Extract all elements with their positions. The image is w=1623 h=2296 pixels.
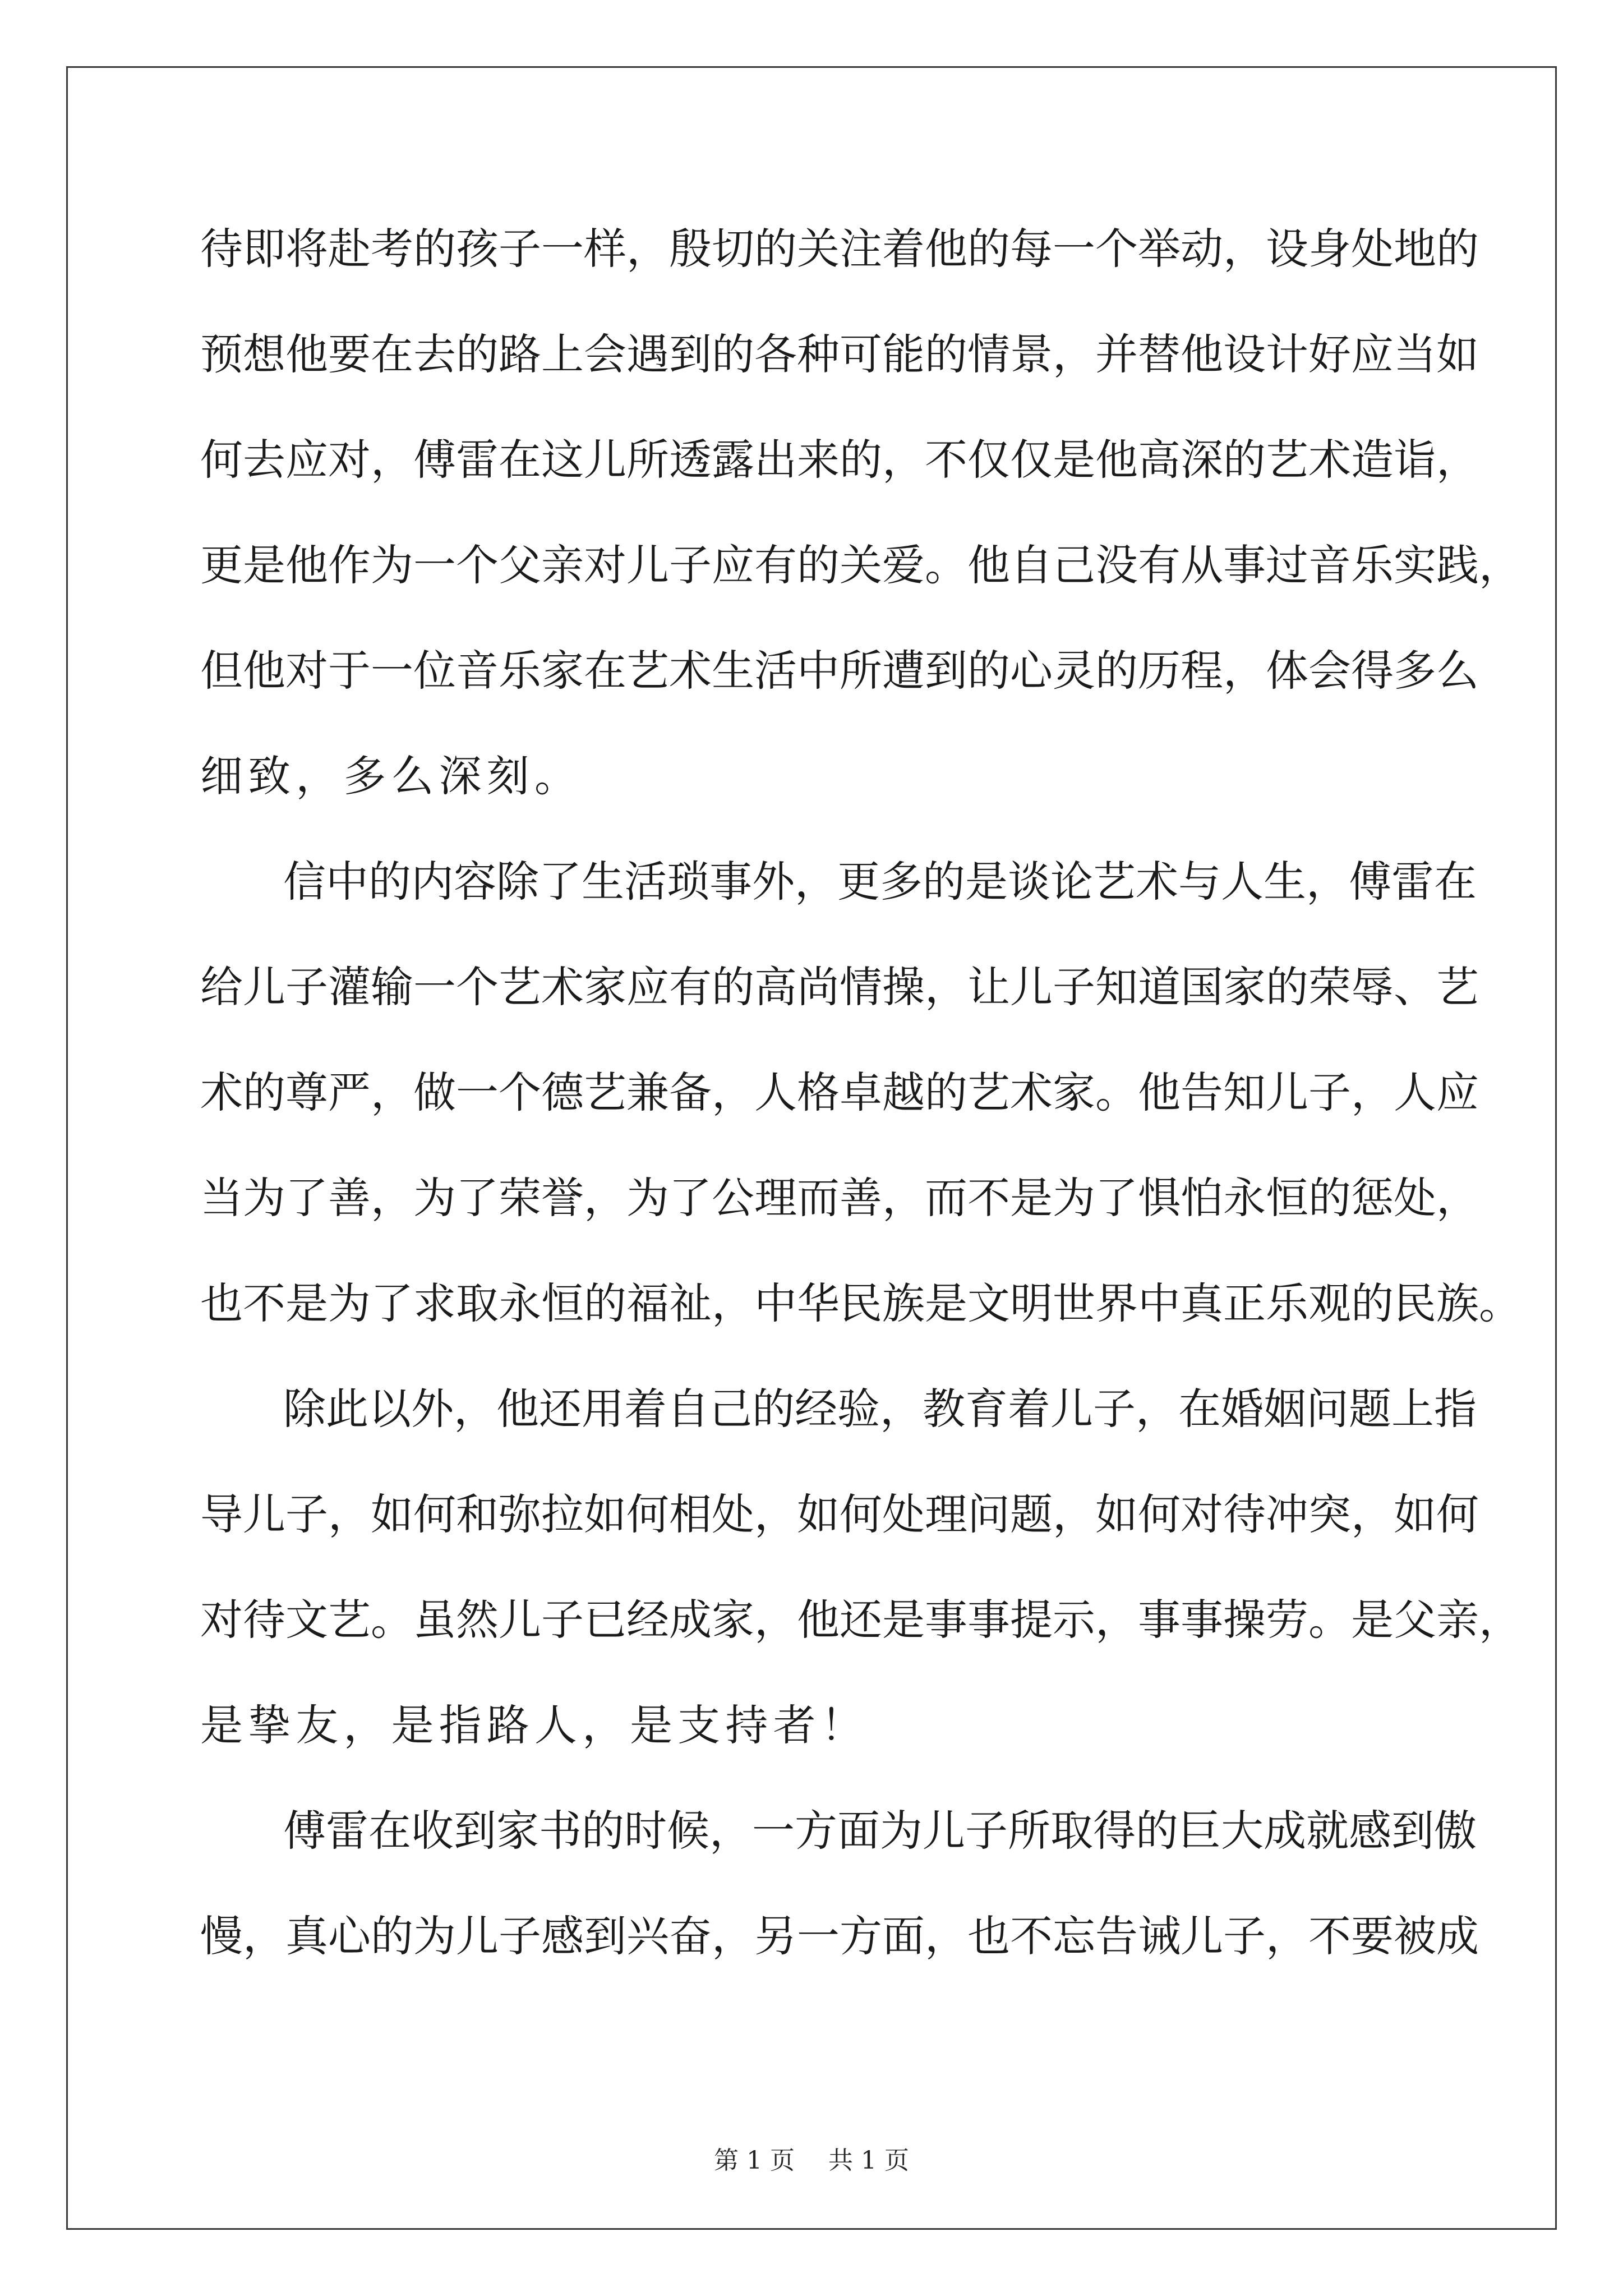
text-line-1: 待即将赴考的孩子一样，殷切的关注着他的每一个举动，设身处地的: [200, 224, 1479, 274]
text-line-3: 何去应对，傅雷在这儿所透露出来的，不仅仅是他高深的艺术造诣，: [200, 435, 1479, 485]
text-line-4: 更是他作为一个父亲对儿子应有的关爱。他自己没有从事过音乐实践，: [200, 540, 1521, 590]
text-line-14: 对待文艺。虽然儿子已经成家，他还是事事提示，事事操劳。是父亲，: [200, 1595, 1521, 1645]
text-line-10: 当为了善，为了荣誉，为了公理而善，而不是为了惧怕永恒的惩处，: [200, 1173, 1479, 1223]
text-line-8: 给儿子灌输一个艺术家应有的高尚情操，让儿子知道国家的荣辱、艺: [200, 962, 1479, 1012]
text-line-7: 信中的内容除了生活琐事外，更多的是谈论艺术与人生，傅雷在: [283, 857, 1477, 907]
text-line-13: 导儿子，如何和弥拉如何相处，如何处理问题，如何对待冲突，如何: [200, 1489, 1479, 1539]
document-body: [200, 208, 1521, 2000]
text-line-17: 慢，真心的为儿子感到兴奋，另一方面，也不忘告诫儿子，不要被成: [200, 1911, 1479, 1961]
page-footer: [0, 2140, 1623, 2176]
text-line-16: 傅雷在收到家书的时候，一方面为儿子所取得的巨大成就感到傲: [283, 1806, 1477, 1856]
text-line-15: 是挚友，是指路人，是支持者！: [200, 1700, 869, 1750]
page-number: 第 1 页: [714, 2146, 795, 2175]
text-line-5: 但他对于一位音乐家在艺术生活中所遭到的心灵的历程，体会得多么: [200, 646, 1479, 696]
text-line-11: 也不是为了求取永恒的福祉，中华民族是文明世界中真正乐观的民族。: [200, 1278, 1521, 1328]
text-line-9: 术的尊严，做一个德艺兼备，人格卓越的艺术家。他告知儿子，人应: [200, 1068, 1479, 1117]
text-line-12: 除此以外，他还用着自己的经验，教育着儿子，在婚姻问题上指: [283, 1384, 1477, 1434]
text-line-6: 细致，多么深刻。: [200, 751, 582, 801]
page-total: 共 1 页: [828, 2146, 909, 2175]
text-line-2: 预想他要在去的路上会遇到的各种可能的情景，并替他设计好应当如: [200, 329, 1479, 379]
